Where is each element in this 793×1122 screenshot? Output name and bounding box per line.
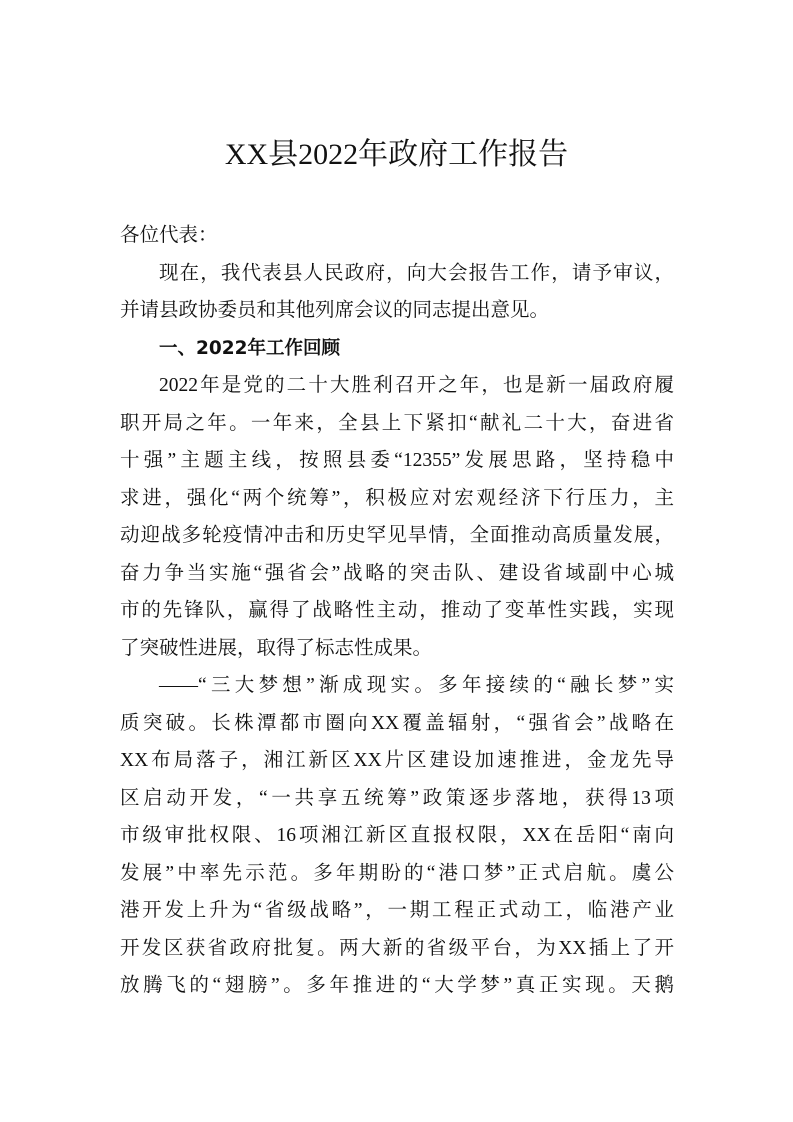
paragraph-line: 十强”主题主线，按照县委“12355”发展思路，坚持稳中	[120, 450, 674, 471]
paragraph-line: 放腾飞的“翅膀”。多年推进的“大学梦”真正实现。天鹅	[120, 975, 674, 996]
paragraph-line: 奋力争当实施“强省会”战略的突击队、建设省域副中心城	[120, 562, 674, 584]
paragraph-line: 了突破性进展，取得了标志性成果。	[120, 637, 433, 659]
paragraph-line: ——“三大梦想”渐成现实。多年接续的“融长梦”实	[159, 675, 674, 696]
paragraph-line: XX布局落子，湘江新区XX片区建设加速推进，金龙先导	[120, 750, 674, 771]
section-heading: 一、2022年工作回顾	[159, 337, 340, 359]
paragraph-line: 市级审批权限、16项湘江新区直报权限，XX在岳阳“南向	[120, 825, 674, 846]
intro-line: 现在，我代表县人民政府，向大会报告工作，请予审议，	[159, 262, 674, 284]
paragraph-line: 港开发上升为“省级战略”，一期工程正式动工，临港产业	[120, 900, 674, 921]
paragraph-line: 职开局之年。一年来，全县上下紧扣“献礼二十大，奋进省	[120, 412, 674, 434]
paragraph-line: 开发区获省政府批复。两大新的省级平台，为XX插上了开	[120, 937, 674, 959]
document-body	[120, 217, 674, 1005]
paragraph-line: 质突破。长株潭都市圈向XX覆盖辐射，“强省会”战略在	[120, 712, 674, 734]
paragraph-line: 2022年是党的二十大胜利召开之年，也是新一届政府履	[159, 375, 674, 396]
paragraph-line: 区启动开发，“一共享五统筹”政策逐步落地，获得13项	[120, 787, 674, 809]
paragraph-line: 发展”中率先示范。多年期盼的“港口梦”正式启航。虞公	[120, 862, 674, 884]
paragraph-line: 动迎战多轮疫情冲击和历史罕见旱情，全面推动高质量发展，	[120, 525, 674, 546]
paragraph-line: 求进，强化“两个统筹”，积极应对宏观经济下行压力，主	[120, 487, 674, 509]
document-title: XX县2022年政府工作报告	[224, 138, 569, 171]
paragraph-line: 市的先锋队，赢得了战略性主动，推动了变革性实践，实现	[120, 600, 674, 621]
salutation: 各位代表：	[120, 225, 218, 246]
intro-line: 并请县政协委员和其他列席会议的同志提出意见。	[120, 300, 550, 321]
